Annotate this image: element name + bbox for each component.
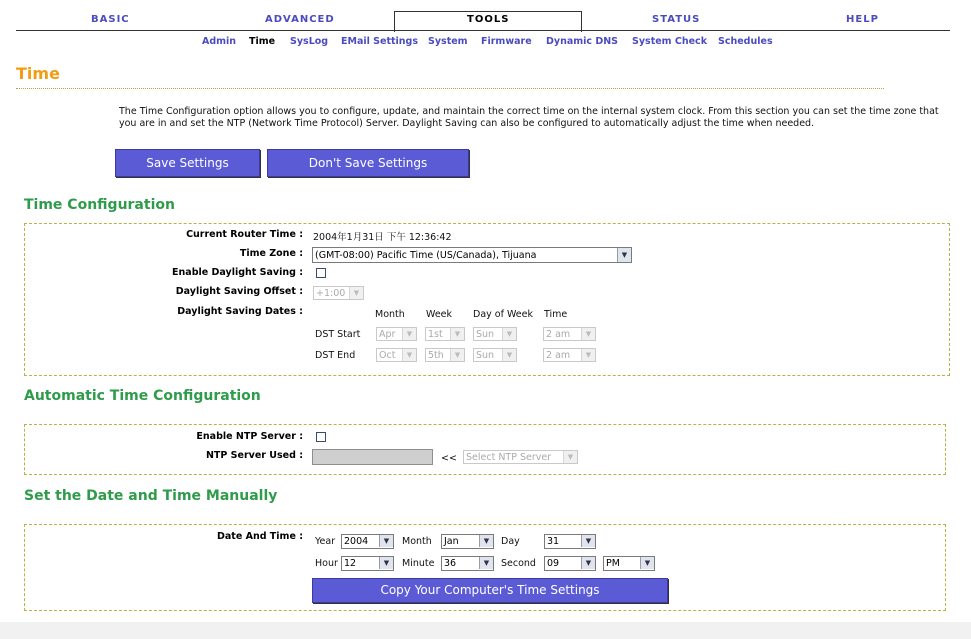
chevron-down-icon: ▼ <box>379 557 393 569</box>
dst-end-month-select[interactable]: Oct ▼ <box>376 348 417 362</box>
dst-offset-select[interactable]: +1:00 ▼ <box>313 286 364 300</box>
dst-offset-label: Daylight Saving Offset : <box>175 286 303 297</box>
dst-dates-label: Daylight Saving Dates : <box>177 306 303 317</box>
col-month-header: Month <box>375 309 405 320</box>
month-select[interactable]: Jan ▼ <box>441 534 494 549</box>
dst-end-label: DST End <box>315 350 356 361</box>
time-zone-select[interactable]: (GMT-08:00) Pacific Time (US/Canada), Tijuana ▼ <box>312 247 632 263</box>
hour-select[interactable]: 12 ▼ <box>341 556 394 571</box>
date-and-time-label: Date And Time : <box>217 531 303 542</box>
enable-ntp-checkbox[interactable] <box>316 432 326 442</box>
chevron-down-icon: ▼ <box>379 535 393 547</box>
day-label: Day <box>501 536 520 547</box>
title-divider <box>16 88 884 89</box>
chevron-down-icon: ▼ <box>502 349 516 361</box>
copy-computer-time-button[interactable]: Copy Your Computer's Time Settings <box>312 578 668 603</box>
save-settings-button[interactable]: Save Settings <box>115 149 260 177</box>
dst-end-dow-select[interactable]: Sun ▼ <box>473 348 517 362</box>
tab-advanced[interactable]: ADVANCED <box>265 14 335 25</box>
tab-status[interactable]: STATUS <box>652 14 701 25</box>
col-time-header: Time <box>544 309 568 320</box>
tab-basic[interactable]: BASIC <box>91 14 130 25</box>
year-select[interactable]: 2004 ▼ <box>341 534 394 549</box>
ntp-copy-arrows: << <box>441 453 457 464</box>
dst-start-dow-select[interactable]: Sun ▼ <box>473 327 517 341</box>
chevron-down-icon: ▼ <box>563 451 577 463</box>
tab-help[interactable]: HELP <box>846 14 879 25</box>
subnav-system-check[interactable]: System Check <box>632 36 708 47</box>
dst-end-time-select[interactable]: 2 am ▼ <box>543 348 596 362</box>
current-router-time-value: 2004年1月31日 下午 12:36:42 <box>313 232 452 243</box>
auto-time-heading: Automatic Time Configuration <box>24 388 261 404</box>
chevron-down-icon: ▼ <box>581 557 595 569</box>
subnav-admin[interactable]: Admin <box>202 36 237 47</box>
tab-divider <box>16 30 950 31</box>
dst-start-time-select[interactable]: 2 am ▼ <box>543 327 596 341</box>
manual-time-heading: Set the Date and Time Manually <box>24 488 278 504</box>
subnav-dynamic-dns[interactable]: Dynamic DNS <box>546 36 619 47</box>
subnav-syslog[interactable]: SysLog <box>290 36 329 47</box>
chevron-down-icon: ▼ <box>450 349 464 361</box>
current-router-time-label: Current Router Time : <box>186 229 303 240</box>
enable-daylight-saving-label: Enable Daylight Saving : <box>172 267 303 278</box>
tab-tools[interactable]: TOOLS <box>467 14 510 25</box>
chevron-down-icon: ▼ <box>581 349 595 361</box>
ntp-server-input[interactable] <box>312 449 433 465</box>
footer-strip <box>0 622 971 639</box>
second-label: Second <box>501 558 536 569</box>
col-week-header: Week <box>426 309 453 320</box>
chevron-down-icon: ▼ <box>402 328 416 340</box>
year-label: Year <box>315 536 336 547</box>
chevron-down-icon: ▼ <box>402 349 416 361</box>
ntp-server-used-label: NTP Server Used : <box>205 450 303 461</box>
ntp-server-select[interactable]: Select NTP Server ▼ <box>463 450 578 464</box>
minute-select[interactable]: 36 ▼ <box>441 556 494 571</box>
subnav-time[interactable]: Time <box>249 36 276 47</box>
dont-save-settings-button[interactable]: Don't Save Settings <box>267 149 469 177</box>
subnav-system[interactable]: System <box>428 36 468 47</box>
chevron-down-icon: ▼ <box>640 557 654 569</box>
time-config-heading: Time Configuration <box>24 197 175 213</box>
chevron-down-icon: ▼ <box>349 287 363 299</box>
dst-start-month-select[interactable]: Apr ▼ <box>376 327 417 341</box>
page-title: Time <box>16 64 60 83</box>
subnav-schedules[interactable]: Schedules <box>718 36 773 47</box>
col-day-of-week-header: Day of Week <box>473 309 533 320</box>
month-label: Month <box>402 536 432 547</box>
dst-start-week-select[interactable]: 1st ▼ <box>425 327 465 341</box>
chevron-down-icon: ▼ <box>581 535 595 547</box>
ampm-select[interactable]: PM ▼ <box>603 556 655 571</box>
chevron-down-icon: ▼ <box>617 248 631 262</box>
chevron-down-icon: ▼ <box>581 328 595 340</box>
enable-daylight-saving-checkbox[interactable] <box>316 268 326 278</box>
page-description: The Time Configuration option allows you to configure, update, and maintain the correct time on the internal system clock. From this section you can set the time zone that you are in and set the NTP (Network Time Protocol) Server. Daylight Saving can also be configured to automatically adjust the time when needed. <box>119 106 939 129</box>
chevron-down-icon: ▼ <box>479 535 493 547</box>
subnav-email-settings[interactable]: EMail Settings <box>341 36 419 47</box>
minute-label: Minute <box>402 558 435 569</box>
dst-end-week-select[interactable]: 5th ▼ <box>425 348 465 362</box>
chevron-down-icon: ▼ <box>450 328 464 340</box>
time-zone-label: Time Zone : <box>239 248 303 259</box>
subnav-firmware[interactable]: Firmware <box>481 36 532 47</box>
second-select[interactable]: 09 ▼ <box>544 556 596 571</box>
dst-start-label: DST Start <box>315 329 361 340</box>
day-select[interactable]: 31 ▼ <box>544 534 596 549</box>
hour-label: Hour <box>315 558 338 569</box>
enable-ntp-label: Enable NTP Server : <box>196 431 303 442</box>
chevron-down-icon: ▼ <box>479 557 493 569</box>
chevron-down-icon: ▼ <box>502 328 516 340</box>
